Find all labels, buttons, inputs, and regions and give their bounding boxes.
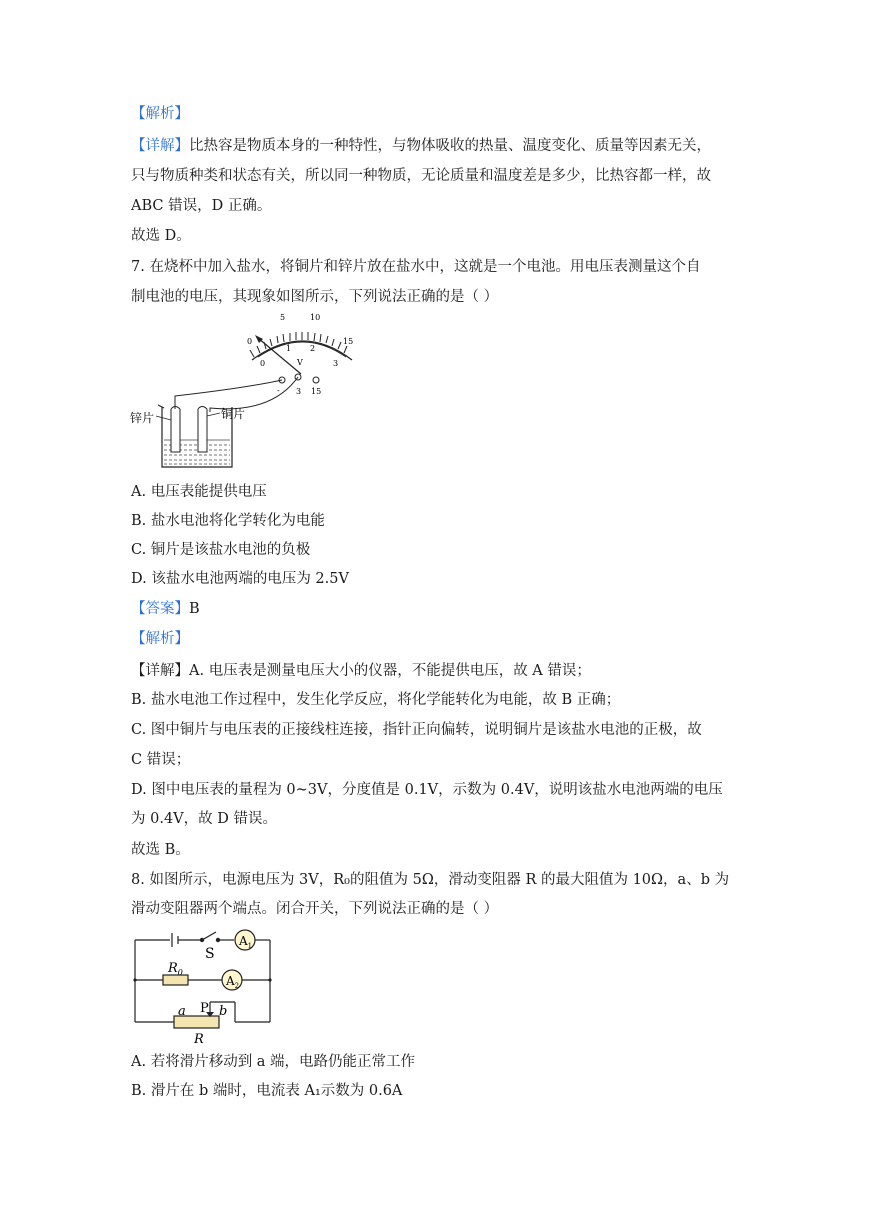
unit-label: V — [297, 358, 303, 367]
scale-bottom-2: 2 — [310, 344, 316, 353]
q7-analysis-tag: 【解析】 — [131, 631, 189, 647]
scale-top-15: 15 — [343, 337, 354, 346]
slider-p-label: P — [200, 1001, 209, 1016]
detail-line-1 — [131, 136, 711, 156]
scale-top-5: 5 — [280, 313, 286, 322]
ammeter-a2-icon: $A_2$ — [226, 974, 240, 990]
scale-top-10: 10 — [310, 313, 321, 322]
terminal-15: 15 — [311, 387, 322, 396]
q7-stem-line-2: 制电池的电压，其现象如图所示，下列说法正确的是（ ） — [131, 289, 499, 305]
scale-bottom-1: 1 — [286, 344, 292, 353]
scale-bottom-3: 3 — [333, 359, 339, 368]
detail-line-2: 只与物质种类和状态有关，所以同一种物质，无论质量和温度差是多少，比热容都一样，故 — [131, 168, 711, 184]
q7-detail-tag: 【详解】 — [131, 663, 189, 679]
q8-option-a: A. 若将滑片移动到 a 端，电路仍能正常工作 — [131, 1054, 416, 1070]
q8-stem-line-1: 8. 如图所示，电源电压为 3V，R₀的阻值为 5Ω，滑动变阻器 R 的最大阻值为 10Ω，a、b 为 — [131, 872, 730, 888]
q7-explain-c-1: C. 图中铜片与电压表的正接线柱连接，指针正向偏转，说明铜片是该盐水电池的正极，故 — [131, 722, 702, 738]
q7-explain-a — [131, 661, 591, 681]
q7-explain-b: B. 盐水电池工作过程中，发生化学反应，将化学能转化为电能，故 B 正确； — [131, 692, 621, 708]
q8-stem-line-2: 滑动变阻器两个端点。闭合开关，下列说法正确的是（ ） — [131, 901, 499, 917]
detail-line-3: ABC 错误，D 正确。 — [131, 198, 272, 214]
end-b-label: b — [219, 1004, 228, 1019]
q7-explain-a-text: A. 电压表是测量电压大小的仪器，不能提供电压，故 A 错误； — [189, 663, 591, 679]
terminal-3: 3 — [296, 387, 302, 396]
answer-tag: 【答案】 — [131, 601, 189, 617]
analysis-tag: 【解析】 — [131, 106, 189, 122]
circuit-figure — [130, 926, 280, 1046]
detail-text: 比热容是物质本身的一种特性，与物体吸收的热量、温度变化、质量等因素无关， — [189, 138, 711, 154]
voltmeter-battery-figure — [130, 312, 370, 477]
r0-label: $R_0$ — [168, 961, 183, 977]
end-a-label: a — [178, 1004, 186, 1019]
switch-label: S — [205, 946, 215, 962]
terminal-minus: - — [277, 386, 280, 395]
rheostat-label: R — [194, 1032, 204, 1046]
q7-option-b: B. 盐水电池将化学转化为电能 — [131, 513, 325, 529]
detail-tag: 【详解】 — [131, 138, 189, 154]
q7-stem-line-1: 7. 在烧杯中加入盐水，将铜片和锌片放在盐水中，这就是一个电池。用电压表测量这个自 — [131, 259, 701, 275]
q7-explain-c-2: C 错误； — [131, 752, 191, 768]
copper-label: 铜片 — [221, 407, 246, 421]
answer-value: B — [189, 601, 200, 617]
zinc-label: 锌片 — [130, 411, 155, 425]
q7-conclusion: 故选 B。 — [131, 842, 190, 858]
q7-option-c: C. 铜片是该盐水电池的负极 — [131, 542, 311, 558]
scale-bottom-0: 0 — [260, 359, 266, 368]
q7-answer — [131, 599, 200, 619]
q7-explain-d-2: 为 0.4V，故 D 错误。 — [131, 811, 277, 827]
q7-option-d: D. 该盐水电池两端的电压为 2.5V — [131, 571, 349, 587]
q8-option-b: B. 滑片在 b 端时，电流表 A₁示数为 0.6A — [131, 1083, 403, 1099]
q7-explain-d-1: D. 图中电压表的量程为 0~3V，分度值是 0.1V，示数为 0.4V，说明该盐水电池两端的电压 — [131, 782, 723, 798]
ammeter-a1-icon: $A_1$ — [239, 934, 253, 950]
q7-option-a: A. 电压表能提供电压 — [131, 484, 267, 500]
scale-top-0: 0 — [247, 337, 253, 346]
conclusion: 故选 D。 — [131, 228, 191, 244]
